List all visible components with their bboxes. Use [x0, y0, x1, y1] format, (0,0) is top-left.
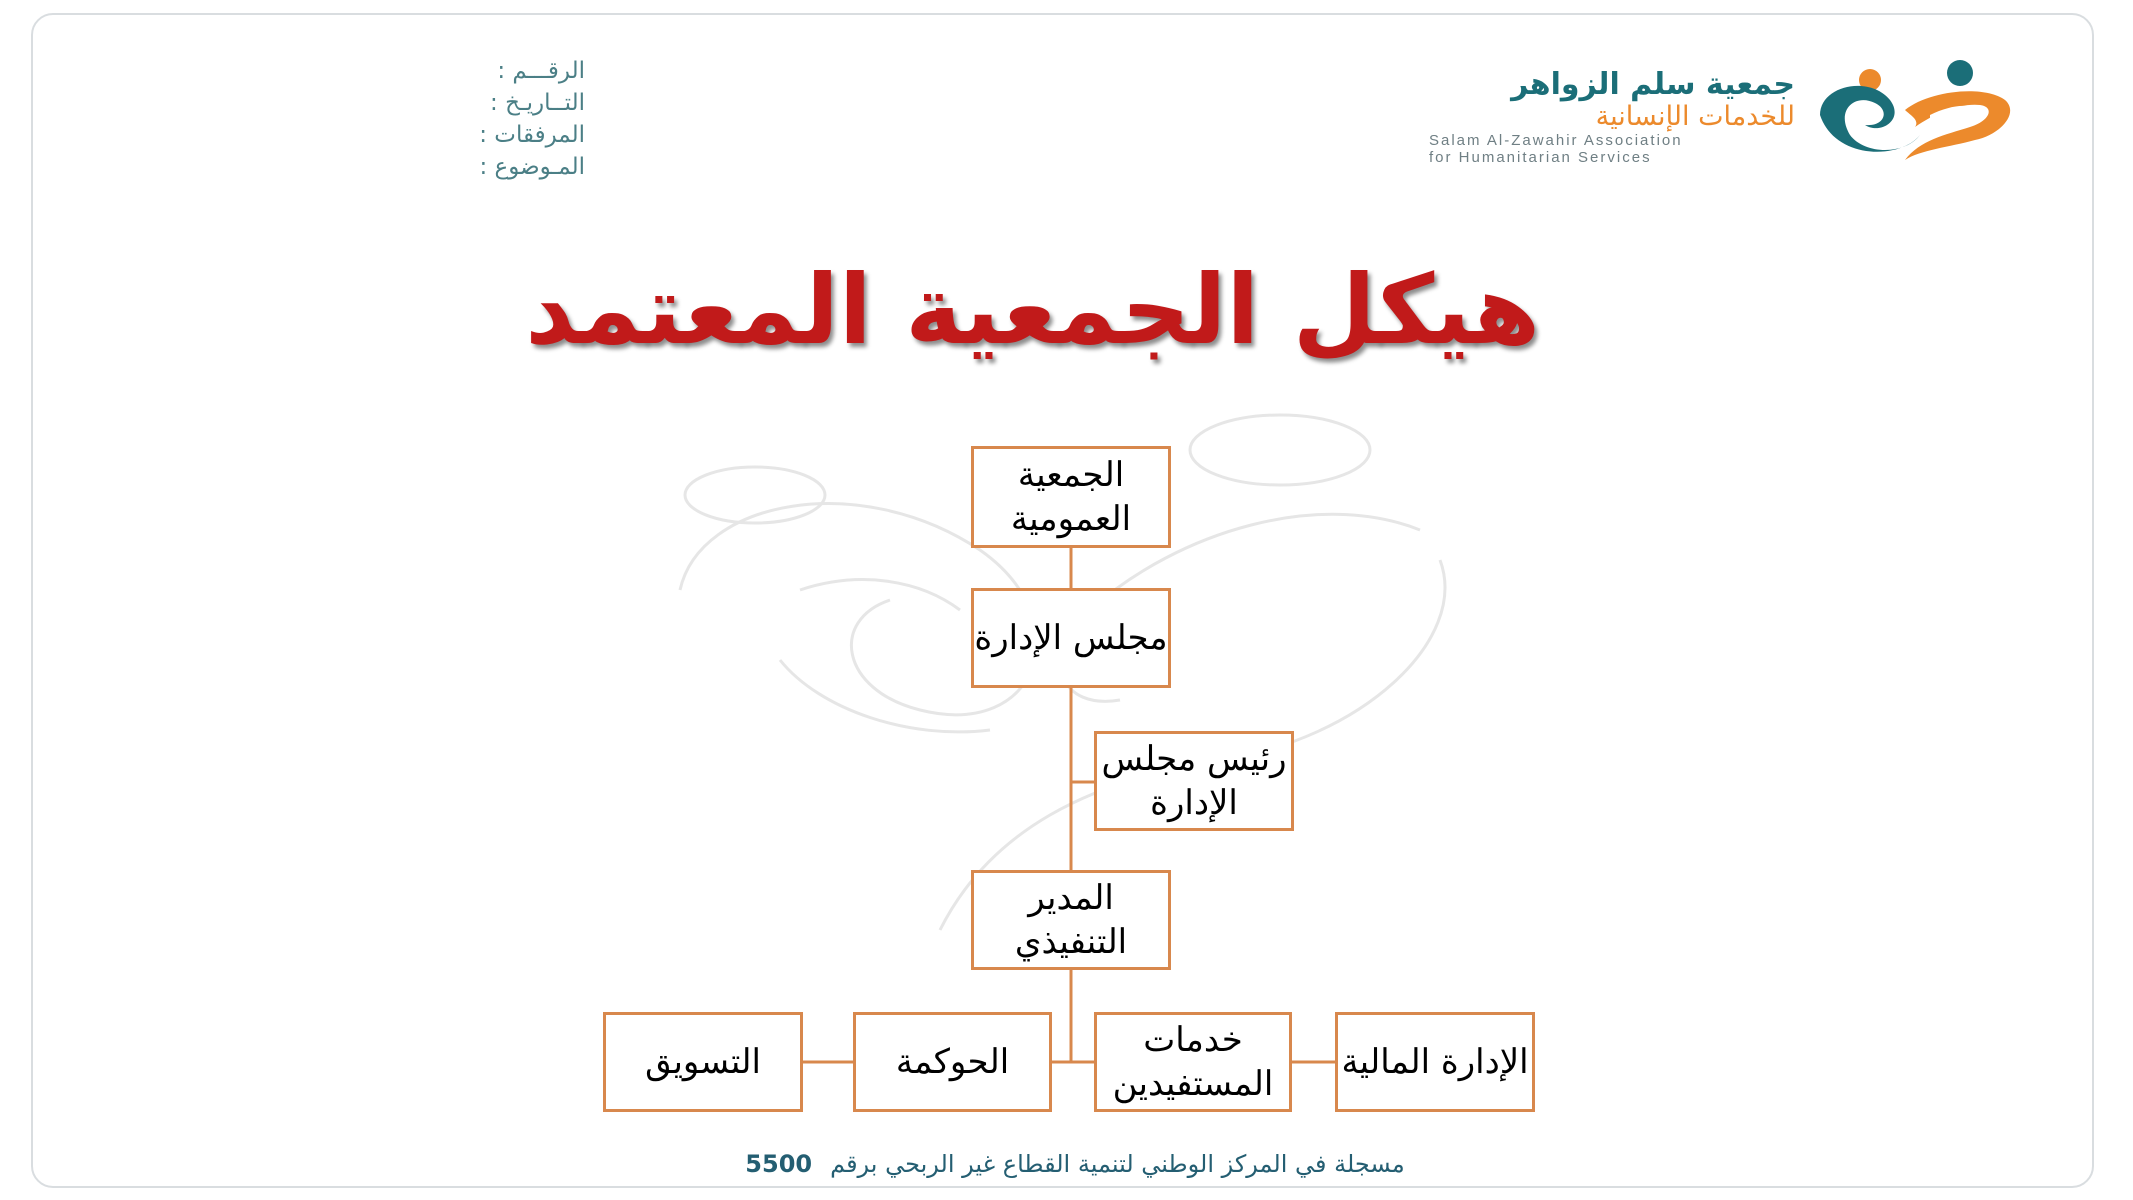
box-executive-director: المدير التنفيذي [971, 870, 1171, 970]
box-marketing: التسويق [603, 1012, 803, 1112]
logo-arabic-name-line2: للخدمات الإنسانية [1595, 101, 1795, 132]
page-title: هيكل الجمعية المعتمد [525, 254, 1540, 366]
logo-english-line1: Salam Al-Zawahir Association [1429, 132, 1683, 149]
footer-text: مسجلة في المركز الوطني لتنمية القطاع غير الربحي برقم [830, 1150, 1405, 1178]
footer-registration [470, 1150, 1680, 1178]
box-beneficiary-services: خدمات المستفيدين [1094, 1012, 1292, 1112]
box-board: مجلس الإدارة [971, 588, 1171, 688]
box-governance: الحوكمة [853, 1012, 1052, 1112]
field-attachments-label: المرفقات : [479, 122, 585, 148]
box-general-assembly: الجمعية العمومية [971, 446, 1171, 548]
box-financial-department: الإدارة المالية [1335, 1012, 1535, 1112]
logo-english-line2: for Humanitarian Services [1429, 149, 1652, 166]
field-subject-label: المـوضوع : [479, 154, 585, 180]
box-board-chairman: رئيس مجلس الإدارة [1094, 731, 1294, 831]
field-date-label: التــاريـخ : [490, 90, 585, 116]
field-number-label: الرقـــم : [497, 58, 585, 84]
footer-registration-number: 5500 [745, 1150, 813, 1178]
logo-arabic-name-line1: جمعية سلم الزواهر [1511, 67, 1795, 102]
